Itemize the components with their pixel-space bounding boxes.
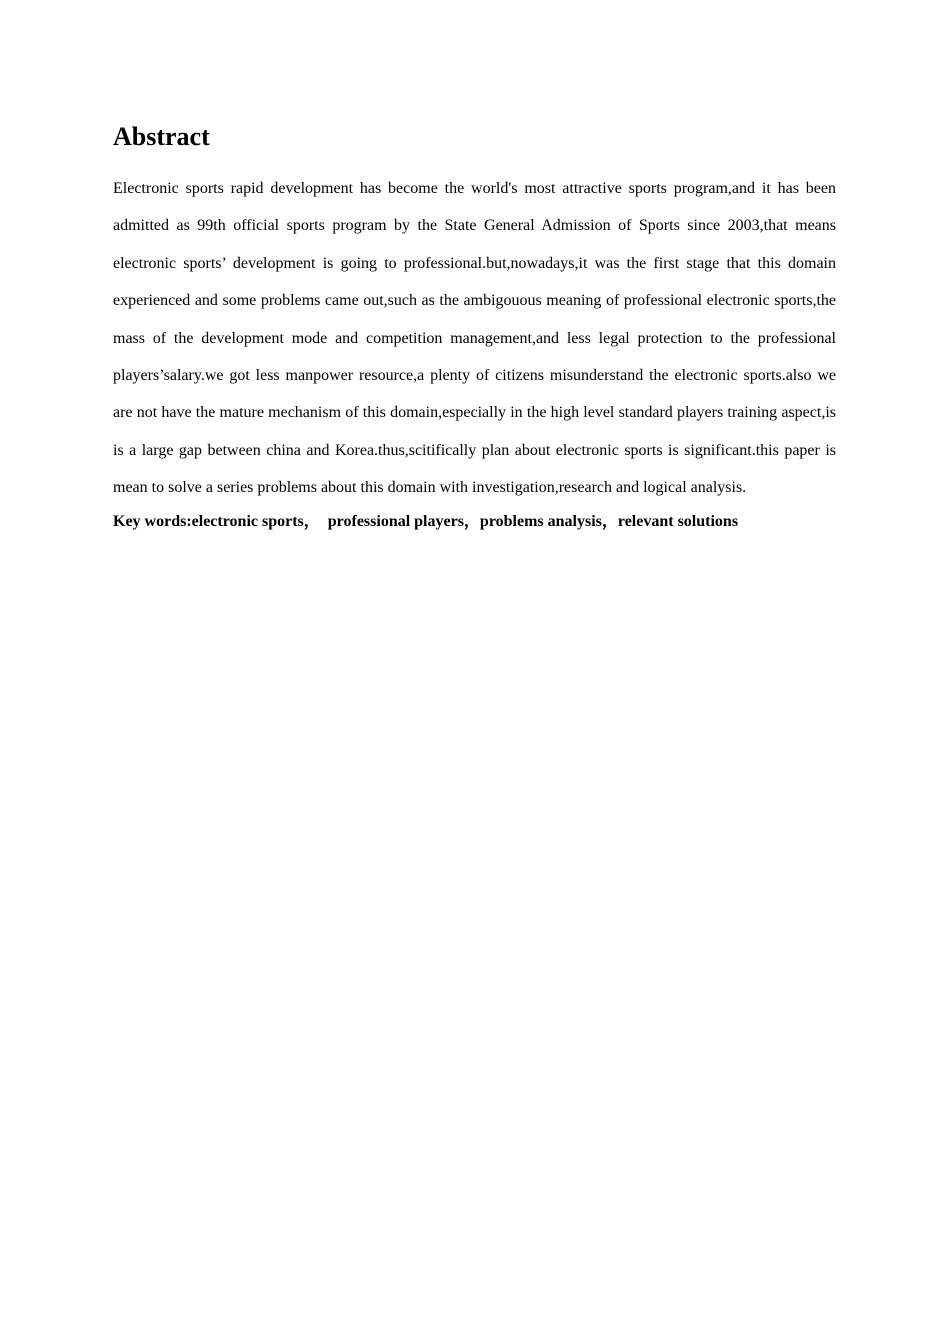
keywords-line: Key words:electronic sports， professional players，problems analysis，relevant solutions [113,512,739,530]
abstract-section [113,118,836,537]
abstract-paragraph: Electronic sports rapid development has become the world's most attractive sports program,and it has been admitted as 99th official sports program by the State General Admission of Sports since 2003,that means electronic sports’ development is going to professional.but,nowadays,it was the first stage that this domain experienced and some problems came out,such as the ambigouous meaning of professional electronic sports,the mass of the development mode and competition management,and less legal protection to the professional players’salary.we got less manpower resource,a plenty of citizens misunderstand the electronic sports.also we are not have the mature mechanism of this domain,especially in the high level standard players training aspect,is is a large gap between china and Korea.thus,scitifically plan about electronic sports is significant.this paper is mean to solve a series problems about this domain with investigation,research and logical analysis. [113,180,836,497]
abstract-heading: Abstract [113,122,210,151]
